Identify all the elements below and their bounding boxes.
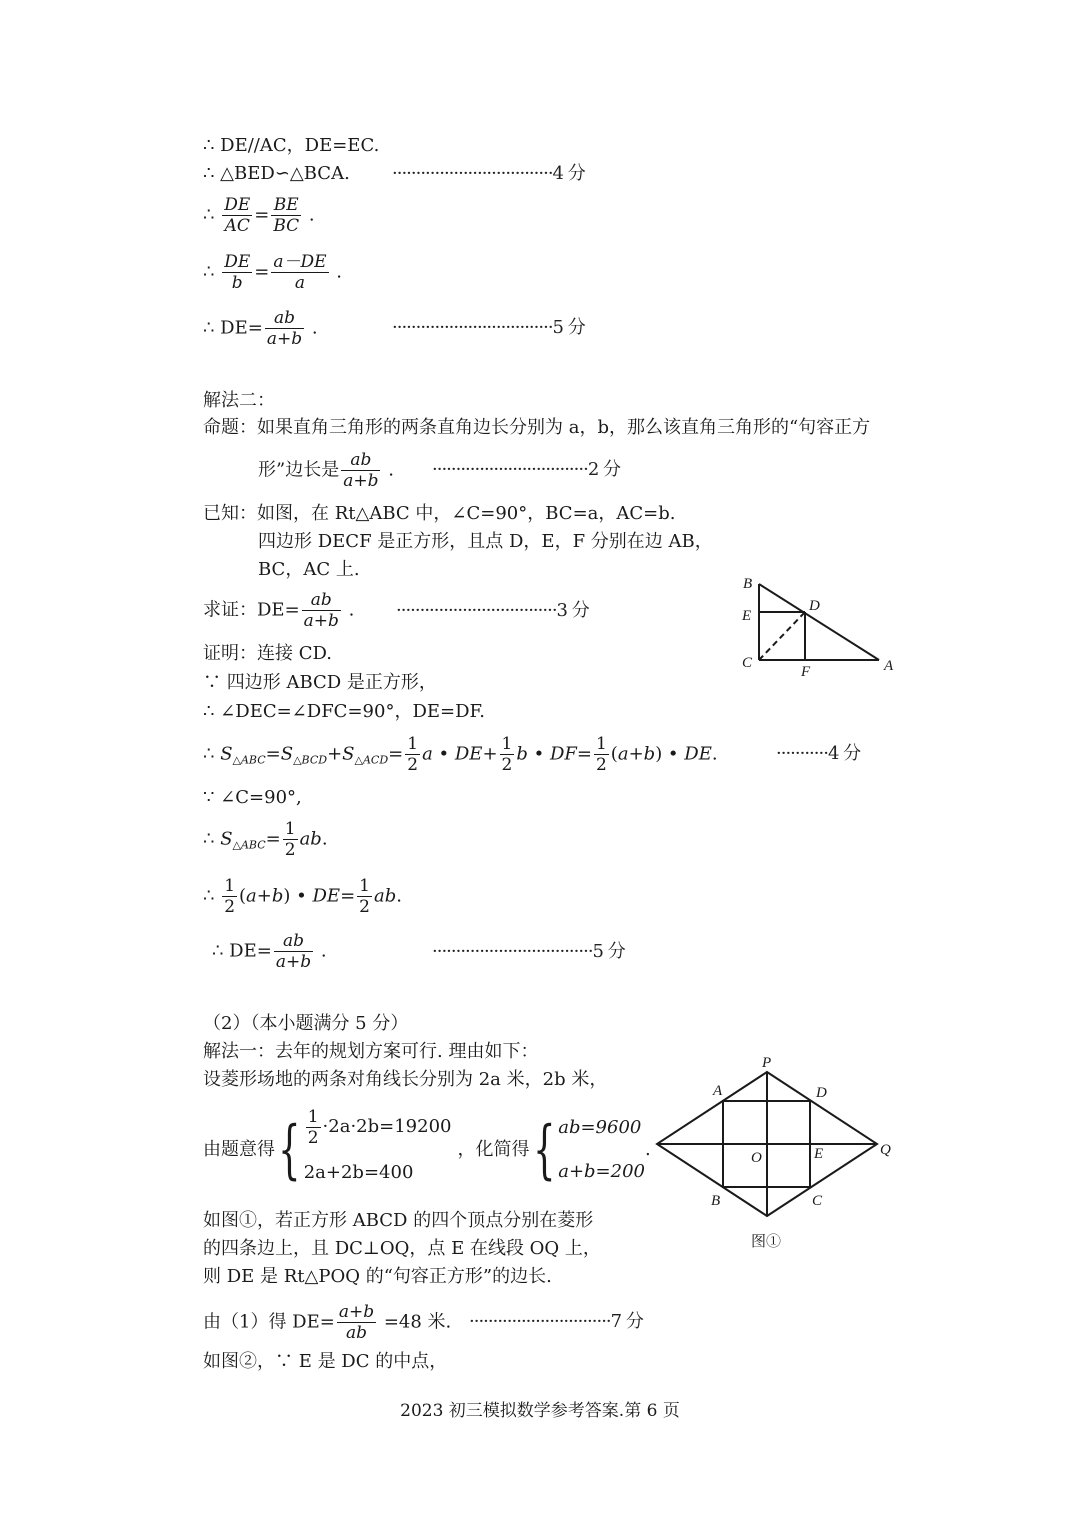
- label-f: F: [801, 664, 811, 680]
- label-a: A: [884, 658, 894, 674]
- label-d: D: [809, 598, 820, 614]
- score-7: ······························7 分: [469, 1311, 643, 1332]
- known-line2: 四边形 DECF 是正方形，且点 D，E，F 分别在边 AB，: [258, 531, 713, 552]
- proof-result: ∴ DE= $\frac{ab}{a+b}$ .: [212, 931, 327, 972]
- part2-line2: 设菱形场地的两条对角线长分别为 2a 米，2b 米，: [203, 1069, 608, 1090]
- method2-heading: 解法二：: [203, 390, 275, 411]
- part2-line1: 解法一：去年的规划方案可行. 理由如下：: [203, 1041, 539, 1062]
- label-c: C: [742, 655, 753, 671]
- figure-caption: 图①: [751, 1232, 782, 1250]
- edge-ba: [759, 584, 879, 660]
- label-e: E: [742, 608, 752, 624]
- label-a2: A: [713, 1083, 723, 1099]
- line-ratio-1: ∴ $\frac{DE}{AC}$ = $\frac{BE}{BC}$ .: [203, 195, 315, 236]
- known-line3: BC，AC 上.: [258, 559, 360, 580]
- proof-area-sum: ∴ $S_{\triangle ABC}=S_{\triangle BCD}+S_{\triangle ACD}=$ $\frac{1}{2}$ a • DE+ $\frac{1}{2}$ b • DF= $\frac{1}{2}$ (a+b) • DE.: [203, 734, 718, 775]
- label-c2: C: [812, 1193, 823, 1209]
- proof-line2: ∵ 四边形 ABCD 是正方形，: [203, 672, 437, 693]
- known-line1: 已知：如图，在 Rt△ABC 中，∠C=90°，BC=a，AC=b.: [203, 503, 676, 524]
- proof-line5: ∵ ∠C=90°,: [203, 787, 302, 808]
- score-5a: ··································5 分: [392, 317, 585, 338]
- proposition-line1: 命题：如果直角三角形的两条直角边长分别为 a，b，那么该直角三角形的“句容正方: [203, 417, 871, 438]
- proposition-line2: 形”边长是 $\frac{ab}{a+b}$ .: [258, 450, 394, 491]
- score-4: ··································4 分: [392, 163, 585, 184]
- score-3: ··································3 分: [396, 600, 589, 621]
- label-b: B: [743, 576, 753, 592]
- line-de-parallel: ∴ DE//AC，DE=EC.: [203, 135, 380, 156]
- rhombus-figure: [640, 1048, 910, 1258]
- score-5b: ··································5 分: [432, 941, 625, 962]
- label-d2: D: [816, 1085, 827, 1101]
- line-similar: ∴ △BED∽△BCA.: [203, 163, 350, 184]
- score-2: ·································2 分: [432, 459, 620, 480]
- part2-title: （2）（本小题满分 5 分）: [203, 1013, 409, 1034]
- line-de-result: ∴ DE= $\frac{ab}{a+b}$ .: [203, 308, 318, 349]
- part2-result: 由（1）得 DE= $\frac{a+b}{ab}$ =48 米.: [203, 1302, 452, 1343]
- proof-equation: ∴ $\frac{1}{2}$ (a+b) • DE= $\frac{1}{2}$ ab.: [203, 876, 402, 917]
- proof-line1: 证明：连接 CD.: [203, 643, 333, 664]
- line-ratio-2: ∴ $\frac{DE}{b}$ = $\frac{a-DE}{a}$ .: [203, 252, 342, 293]
- part2-line5: 的四条边上，且 DC⊥OQ，点 E 在线段 OQ 上，: [203, 1238, 601, 1259]
- equation-system: 由题意得{ $\frac{1}{2}$ ·2a·2b=19200 2a+2b=400 ，化简得{ ab=9600 a+b=200 .: [203, 1106, 651, 1187]
- label-q: Q: [880, 1142, 891, 1158]
- part2-line4: 如图①，若正方形 ABCD 的四个顶点分别在菱形: [203, 1210, 594, 1231]
- triangle-figure: [735, 570, 905, 682]
- proof-line3: ∴ ∠DEC=∠DFC=90°，DE=DF.: [203, 701, 485, 722]
- label-b2: B: [711, 1193, 721, 1209]
- prove-line: 求证：DE= $\frac{ab}{a+b}$ .: [203, 590, 355, 631]
- label-o: O: [751, 1150, 762, 1166]
- label-e2: E: [814, 1146, 824, 1162]
- dashed-cd: [759, 612, 805, 660]
- part2-line8: 如图②，∵ E 是 DC 的中点，: [203, 1351, 448, 1372]
- label-p: P: [762, 1055, 772, 1071]
- score-4b: ···········4 分: [776, 743, 861, 764]
- page-footer: 2023 初三模拟数学参考答案.第 6 页: [400, 1401, 680, 1421]
- part2-line6: 则 DE 是 Rt△POQ 的“句容正方形”的边长.: [203, 1266, 552, 1287]
- proof-area-abc: ∴ $S_{\triangle ABC}=$ $\frac{1}{2}$ ab.: [203, 819, 328, 860]
